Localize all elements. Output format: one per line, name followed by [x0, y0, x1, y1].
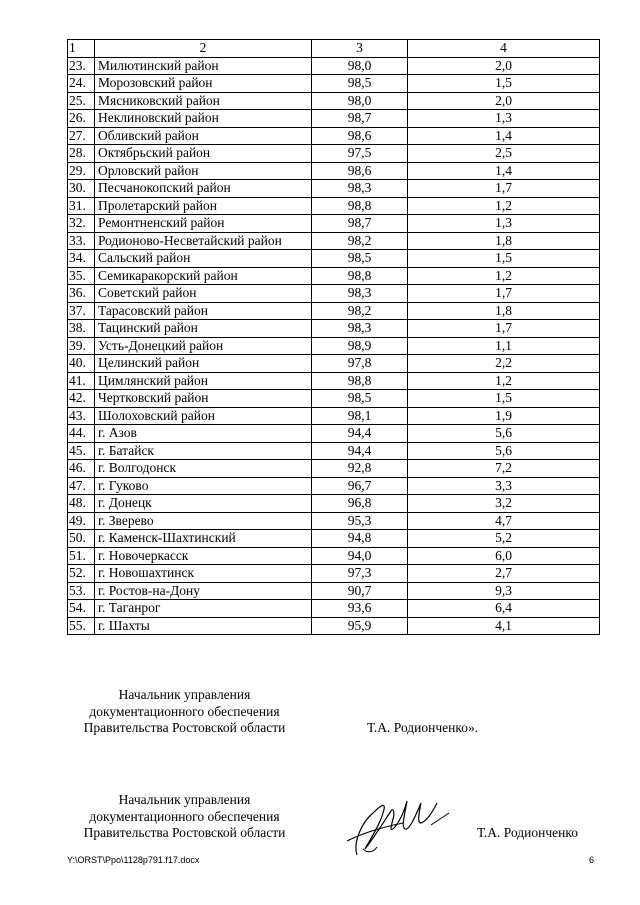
- value-col3-cell: 98,6: [312, 127, 408, 145]
- value-col3-cell: 98,2: [312, 302, 408, 320]
- value-col4-cell: 5,6: [408, 442, 600, 460]
- row-number-cell: 42.: [68, 390, 95, 408]
- value-col3-cell: 98,3: [312, 285, 408, 303]
- value-col3-cell: 93,6: [312, 600, 408, 618]
- row-number-cell: 52.: [68, 565, 95, 583]
- value-col3-cell: 98,2: [312, 232, 408, 250]
- row-number-cell: 48.: [68, 495, 95, 513]
- row-number-cell: 35.: [68, 267, 95, 285]
- value-col4-cell: 2,0: [408, 57, 600, 75]
- table-row: [68, 565, 600, 583]
- row-number-cell: 50.: [68, 530, 95, 548]
- district-name-cell: Сальский район: [95, 250, 312, 268]
- row-number-cell: 27.: [68, 127, 95, 145]
- value-col4-cell: 3,3: [408, 477, 600, 495]
- table-row: [68, 337, 600, 355]
- value-col4-cell: 4,7: [408, 512, 600, 530]
- district-name-cell: г. Зверево: [95, 512, 312, 530]
- position-line: Правительства Ростовской области: [83, 720, 286, 735]
- row-number-cell: 23.: [68, 57, 95, 75]
- district-name-cell: г. Ростов-на-Дону: [95, 582, 312, 600]
- value-col3-cell: 98,8: [312, 197, 408, 215]
- header-cell-3: 3: [312, 40, 408, 58]
- value-col3-cell: 98,8: [312, 372, 408, 390]
- value-col4-cell: 1,7: [408, 320, 600, 338]
- position-line: документационного обеспечения: [89, 808, 280, 824]
- position-line: Правительства Ростовской области: [83, 825, 286, 840]
- value-col4-cell: 9,3: [408, 582, 600, 600]
- row-number-cell: 29.: [68, 162, 95, 180]
- signatory-name-1: Т.А. Родионченко».: [367, 720, 479, 735]
- row-number-cell: 39.: [68, 337, 95, 355]
- value-col4-cell: 1,2: [408, 267, 600, 285]
- table-row: [68, 547, 600, 565]
- district-name-cell: Обливский район: [95, 127, 312, 145]
- row-number-cell: 55.: [68, 617, 95, 635]
- value-col3-cell: 95,3: [312, 512, 408, 530]
- data-table: [67, 39, 600, 635]
- table-row: [68, 495, 600, 513]
- value-col3-cell: 97,8: [312, 355, 408, 373]
- value-col3-cell: 98,5: [312, 390, 408, 408]
- value-col4-cell: 1,4: [408, 162, 600, 180]
- table-row: [68, 425, 600, 443]
- district-name-cell: Милютинский район: [95, 57, 312, 75]
- value-col4-cell: 2,2: [408, 355, 600, 373]
- page-number: 6: [589, 855, 595, 865]
- table-row: [68, 442, 600, 460]
- district-name-cell: Семикаракорский район: [95, 267, 312, 285]
- row-number-cell: 53.: [68, 582, 95, 600]
- table-row: [68, 600, 600, 618]
- value-col3-cell: 98,5: [312, 250, 408, 268]
- value-col4-cell: 1,1: [408, 337, 600, 355]
- value-col3-cell: 96,7: [312, 477, 408, 495]
- position-line: документационного обеспечения: [89, 703, 280, 719]
- table-row: [68, 302, 600, 320]
- table-row: [68, 162, 600, 180]
- position-line: Начальник управления: [118, 792, 251, 807]
- table-row: [68, 57, 600, 75]
- value-col3-cell: 94,4: [312, 425, 408, 443]
- value-col3-cell: 96,8: [312, 495, 408, 513]
- table-row: [68, 477, 600, 495]
- handwritten-signature-icon: [343, 783, 453, 863]
- row-number-cell: 26.: [68, 110, 95, 128]
- district-name-cell: Шолоховский район: [95, 407, 312, 425]
- row-number-cell: 34.: [68, 250, 95, 268]
- district-name-cell: Песчанокопский район: [95, 180, 312, 198]
- district-name-cell: г. Новошахтинск: [95, 565, 312, 583]
- value-col3-cell: 97,5: [312, 145, 408, 163]
- row-number-cell: 51.: [68, 547, 95, 565]
- district-name-cell: Усть-Донецкий район: [95, 337, 312, 355]
- value-col4-cell: 1,2: [408, 197, 600, 215]
- value-col4-cell: 1,7: [408, 180, 600, 198]
- value-col3-cell: 94,0: [312, 547, 408, 565]
- value-col4-cell: 7,2: [408, 460, 600, 478]
- value-col4-cell: 1,3: [408, 215, 600, 233]
- table-row: [68, 285, 600, 303]
- value-col4-cell: 1,2: [408, 372, 600, 390]
- district-name-cell: Пролетарский район: [95, 197, 312, 215]
- district-name-cell: г. Донецк: [95, 495, 312, 513]
- district-name-cell: г. Каменск-Шахтинский: [95, 530, 312, 548]
- value-col4-cell: 1,5: [408, 390, 600, 408]
- value-col3-cell: 90,7: [312, 582, 408, 600]
- table-row: [68, 110, 600, 128]
- district-name-cell: г. Таганрог: [95, 600, 312, 618]
- value-col4-cell: 1,4: [408, 127, 600, 145]
- value-col4-cell: 1,9: [408, 407, 600, 425]
- district-name-cell: г. Батайск: [95, 442, 312, 460]
- value-col4-cell: 6,0: [408, 547, 600, 565]
- value-col3-cell: 98,7: [312, 215, 408, 233]
- value-col3-cell: 98,5: [312, 75, 408, 93]
- district-name-cell: г. Волгодонск: [95, 460, 312, 478]
- table-row: [68, 232, 600, 250]
- value-col3-cell: 98,6: [312, 162, 408, 180]
- row-number-cell: 47.: [68, 477, 95, 495]
- signatory-name-2: Т.А. Родионченко: [477, 825, 578, 840]
- value-col3-cell: 94,8: [312, 530, 408, 548]
- district-name-cell: Ремонтненский район: [95, 215, 312, 233]
- value-col4-cell: 1,8: [408, 232, 600, 250]
- row-number-cell: 46.: [68, 460, 95, 478]
- table-body: [68, 40, 600, 635]
- row-number-cell: 36.: [68, 285, 95, 303]
- value-col4-cell: 1,5: [408, 250, 600, 268]
- value-col4-cell: 4,1: [408, 617, 600, 635]
- district-name-cell: г. Гуково: [95, 477, 312, 495]
- row-number-cell: 40.: [68, 355, 95, 373]
- value-col3-cell: 98,7: [312, 110, 408, 128]
- row-number-cell: 37.: [68, 302, 95, 320]
- table-row: [68, 390, 600, 408]
- value-col4-cell: 5,6: [408, 425, 600, 443]
- value-col3-cell: 97,3: [312, 565, 408, 583]
- value-col3-cell: 98,9: [312, 337, 408, 355]
- value-col3-cell: 98,1: [312, 407, 408, 425]
- district-name-cell: Родионово-Несветайский район: [95, 232, 312, 250]
- table-row: [68, 530, 600, 548]
- table-row: [68, 320, 600, 338]
- district-name-cell: Советский район: [95, 285, 312, 303]
- value-col3-cell: 98,3: [312, 180, 408, 198]
- value-col4-cell: 1,5: [408, 75, 600, 93]
- row-number-cell: 24.: [68, 75, 95, 93]
- row-number-cell: 44.: [68, 425, 95, 443]
- row-number-cell: 49.: [68, 512, 95, 530]
- value-col3-cell: 98,3: [312, 320, 408, 338]
- table-row: [68, 197, 600, 215]
- row-number-cell: 43.: [68, 407, 95, 425]
- value-col4-cell: 5,2: [408, 530, 600, 548]
- value-col3-cell: 98,0: [312, 57, 408, 75]
- table-row: [68, 145, 600, 163]
- row-number-cell: 41.: [68, 372, 95, 390]
- signature-block-2-title: [62, 792, 307, 842]
- position-line: Начальник управления: [118, 687, 251, 702]
- row-number-cell: 54.: [68, 600, 95, 618]
- table-row: [68, 460, 600, 478]
- district-name-cell: г. Новочеркасск: [95, 547, 312, 565]
- district-name-cell: Неклиновский район: [95, 110, 312, 128]
- table-row: [68, 372, 600, 390]
- district-name-cell: Орловский район: [95, 162, 312, 180]
- value-col4-cell: 6,4: [408, 600, 600, 618]
- table-row: [68, 407, 600, 425]
- value-col4-cell: 2,5: [408, 145, 600, 163]
- row-number-cell: 32.: [68, 215, 95, 233]
- value-col4-cell: 1,3: [408, 110, 600, 128]
- value-col4-cell: 2,7: [408, 565, 600, 583]
- district-name-cell: Октябрьский район: [95, 145, 312, 163]
- value-col3-cell: 94,4: [312, 442, 408, 460]
- table-row: [68, 355, 600, 373]
- district-name-cell: Тарасовский район: [95, 302, 312, 320]
- row-number-cell: 31.: [68, 197, 95, 215]
- table-row: [68, 582, 600, 600]
- signature-block-1-title: [62, 687, 307, 737]
- row-number-cell: 45.: [68, 442, 95, 460]
- district-name-cell: Чертковский район: [95, 390, 312, 408]
- row-number-cell: 38.: [68, 320, 95, 338]
- header-cell-2: 2: [95, 40, 312, 58]
- file-path-footer: Y:\ORST\Ppo\1128p791.f17.docx: [67, 855, 200, 865]
- value-col4-cell: 2,0: [408, 92, 600, 110]
- value-col4-cell: 3,2: [408, 495, 600, 513]
- district-name-cell: Целинский район: [95, 355, 312, 373]
- value-col3-cell: 98,8: [312, 267, 408, 285]
- table-row: [68, 267, 600, 285]
- header-cell-1: 1: [68, 40, 95, 58]
- value-col4-cell: 1,7: [408, 285, 600, 303]
- value-col3-cell: 92,8: [312, 460, 408, 478]
- row-number-cell: 28.: [68, 145, 95, 163]
- value-col3-cell: 98,0: [312, 92, 408, 110]
- table-row: [68, 180, 600, 198]
- table-row: [68, 512, 600, 530]
- table-row: [68, 215, 600, 233]
- district-name-cell: Морозовский район: [95, 75, 312, 93]
- value-col3-cell: 95,9: [312, 617, 408, 635]
- table-row: [68, 92, 600, 110]
- header-cell-4: 4: [408, 40, 600, 58]
- table-row: [68, 127, 600, 145]
- table-row: [68, 617, 600, 635]
- table-row: [68, 75, 600, 93]
- row-number-cell: 33.: [68, 232, 95, 250]
- district-name-cell: г. Шахты: [95, 617, 312, 635]
- table-header-row: [68, 40, 600, 58]
- district-name-cell: Тацинский район: [95, 320, 312, 338]
- district-name-cell: Цимлянский район: [95, 372, 312, 390]
- table-row: [68, 250, 600, 268]
- district-name-cell: г. Азов: [95, 425, 312, 443]
- district-name-cell: Мясниковский район: [95, 92, 312, 110]
- row-number-cell: 25.: [68, 92, 95, 110]
- value-col4-cell: 1,8: [408, 302, 600, 320]
- row-number-cell: 30.: [68, 180, 95, 198]
